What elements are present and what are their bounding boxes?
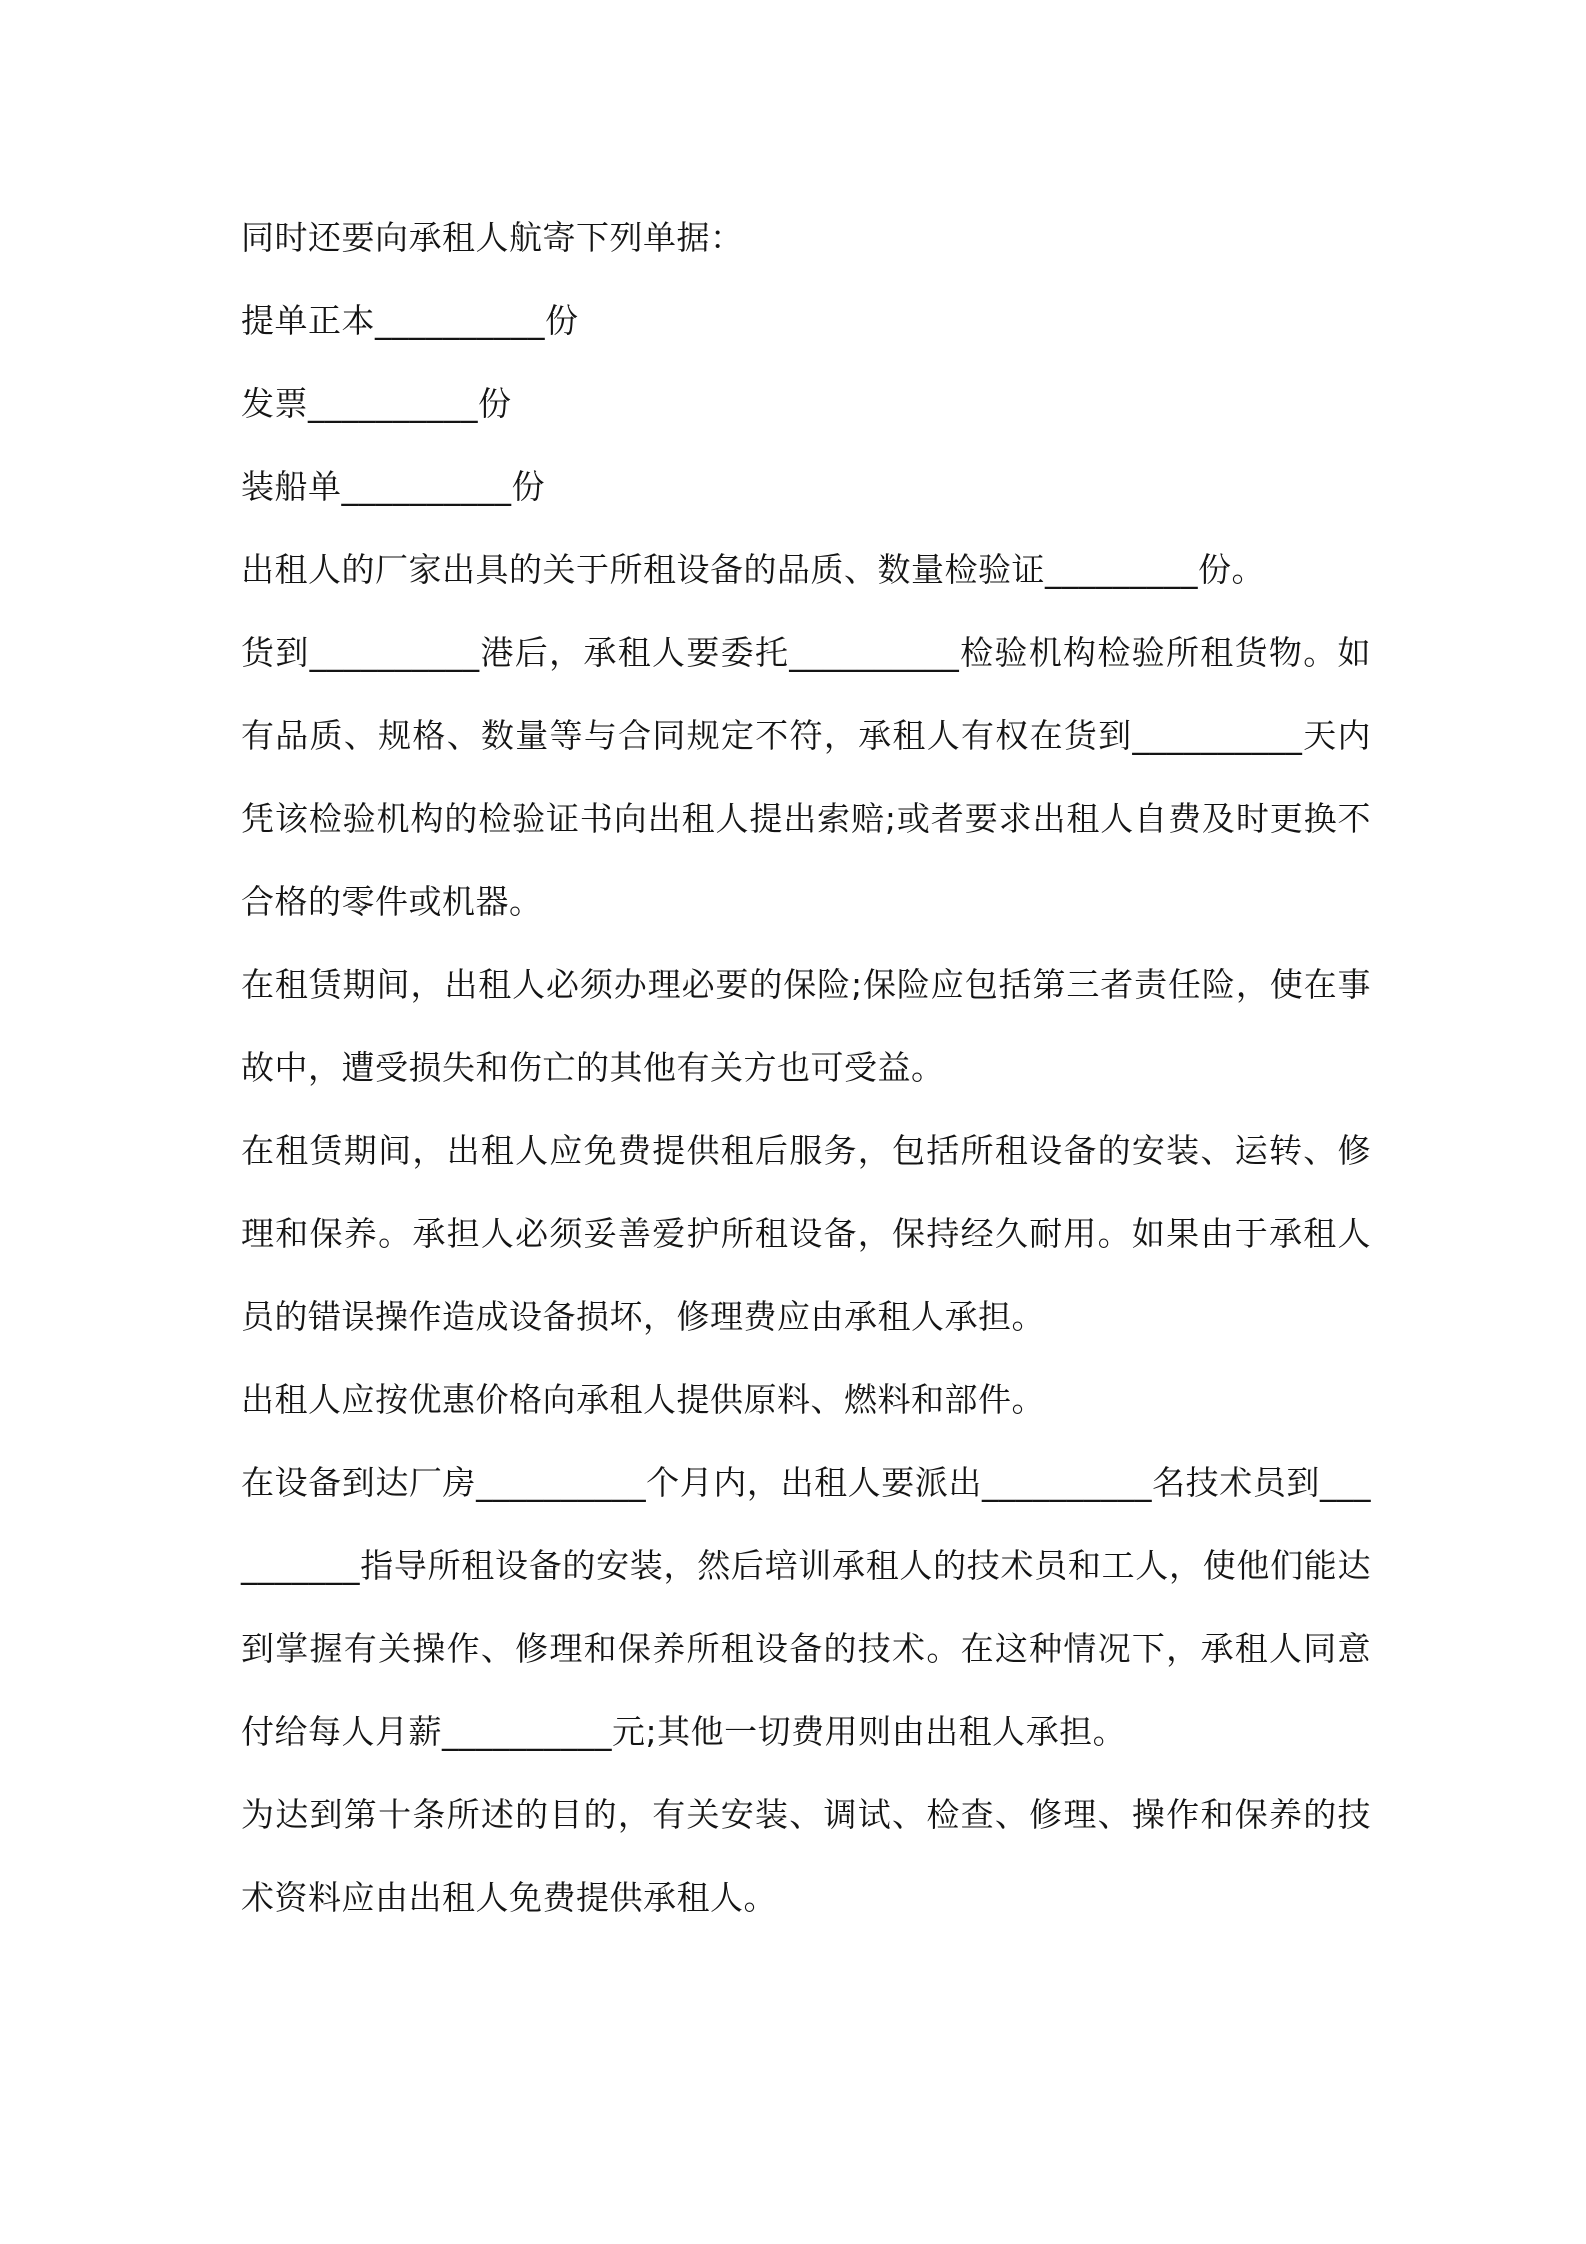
paragraph-after-lease-service: 在租赁期间，出租人应免费提供租后服务，包括所租设备的安装、运转、修理和保养。承担人必须妥善爱护所租设备，保持经久耐用。如果由于承租人员的错误操作造成设备损坏，修理费应由承租人承担。 — [241, 1131, 1371, 1336]
paragraph-inspection-certificate: 出租人的厂家出具的关于所租设备的品质、数量检验证_________份。 — [241, 550, 1265, 589]
paragraph-invoice: 发票__________份 — [241, 384, 512, 423]
paragraph-insurance: 在租赁期间，出租人必须办理必要的保险;保险应包括第三者责任险，使在事故中，遭受损失和伤亡的其他有关方也可受益。 — [241, 965, 1371, 1087]
paragraph-arrival-inspection-claim: 货到__________港后，承租人要委托__________检验机构检验所租货物。如有品质、规格、数量等与合同规定不符，承租人有权在货到__________天内凭该检验机构的检验证书向出租人提出索赔;或者要求出租人自费及时更换不合格的零件或机器。 — [241, 633, 1371, 921]
document-body — [241, 196, 1371, 1939]
paragraph-materials-supply: 出租人应按优惠价格向承租人提供原料、燃料和部件。 — [241, 1380, 1045, 1419]
paragraph-technical-documents: 为达到第十条所述的目的，有关安装、调试、检查、修理、操作和保养的技术资料应由出租人免费提供承租人。 — [241, 1795, 1371, 1917]
paragraph-packing-list: 装船单__________份 — [241, 467, 545, 506]
paragraph-bill-of-lading: 提单正本__________份 — [241, 301, 579, 340]
paragraph-document-list-intro: 同时还要向承租人航寄下列单据： — [241, 218, 744, 257]
paragraph-technician-training: 在设备到达厂房__________个月内，出租人要派出__________名技术员到__________指导所租设备的安装，然后培训承租人的技术员和工人，使他们能达到掌握有关操作、修理和保养所租设备的技术。在这种情况下，承租人同意付给每人月薪__________元;其他一切费用则由出租人承担。 — [241, 1463, 1371, 1751]
